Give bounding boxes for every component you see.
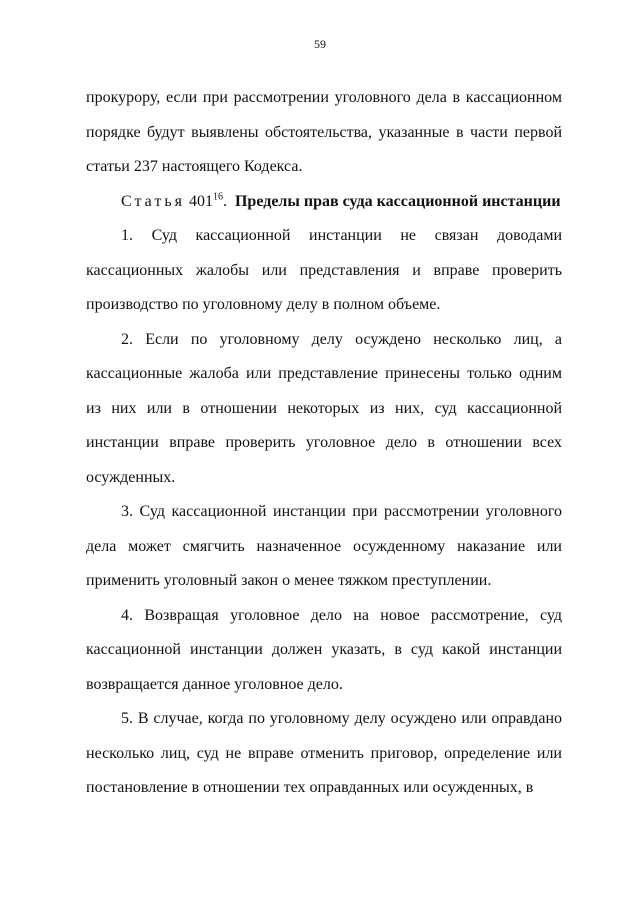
article-title: Пределы прав суда кассационной инстанции [234,192,561,210]
paragraph-5: 5. В случае, когда по уголовному делу осуждено или оправдано несколько лиц, суд не вправе отменить приговор, определение или постановление в отношении тех оправданных или осужденных, в [86,710,562,796]
article-word: Статья [121,192,185,210]
article-superscript: 16 [212,191,223,203]
article-number: 401 [188,192,213,210]
paragraph-4: 4. Возвращая уголовное дело на новое рассмотрение, суд кассационной инстанции должен указать, в суд какой инстанции возвращается данное уголовное дело. [86,606,562,693]
continuation-paragraph: прокурору, если при рассмотрении уголовного дела в кассационном порядке будут выявлены обстоятельства, указанные в части первой статьи 237 настоящего Кодекса. [86,89,562,175]
page-number: 59 [314,37,326,51]
article-heading [86,185,562,220]
paragraph-2: 2. Если по уголовному делу осуждено несколько лиц, а кассационные жалоба или представление принесены только одним из них или в отношении некоторых из них, суд кассационной инстанции вправе проверить уголовное дело в отношении всех осужденных. [86,330,562,486]
document-body [86,81,562,806]
paragraph-1: 1. Суд кассационной инстанции не связан доводами кассационных жалобы или представления и вправе проверить производство по уголовному делу в полном объеме. [86,227,562,313]
article-dot: . [222,192,227,210]
paragraph-3: 3. Суд кассационной инстанции при рассмотрении уголовного дела может смягчить назначенное осужденному наказание или применить уголовный закон о менее тяжком преступлении. [86,503,562,589]
